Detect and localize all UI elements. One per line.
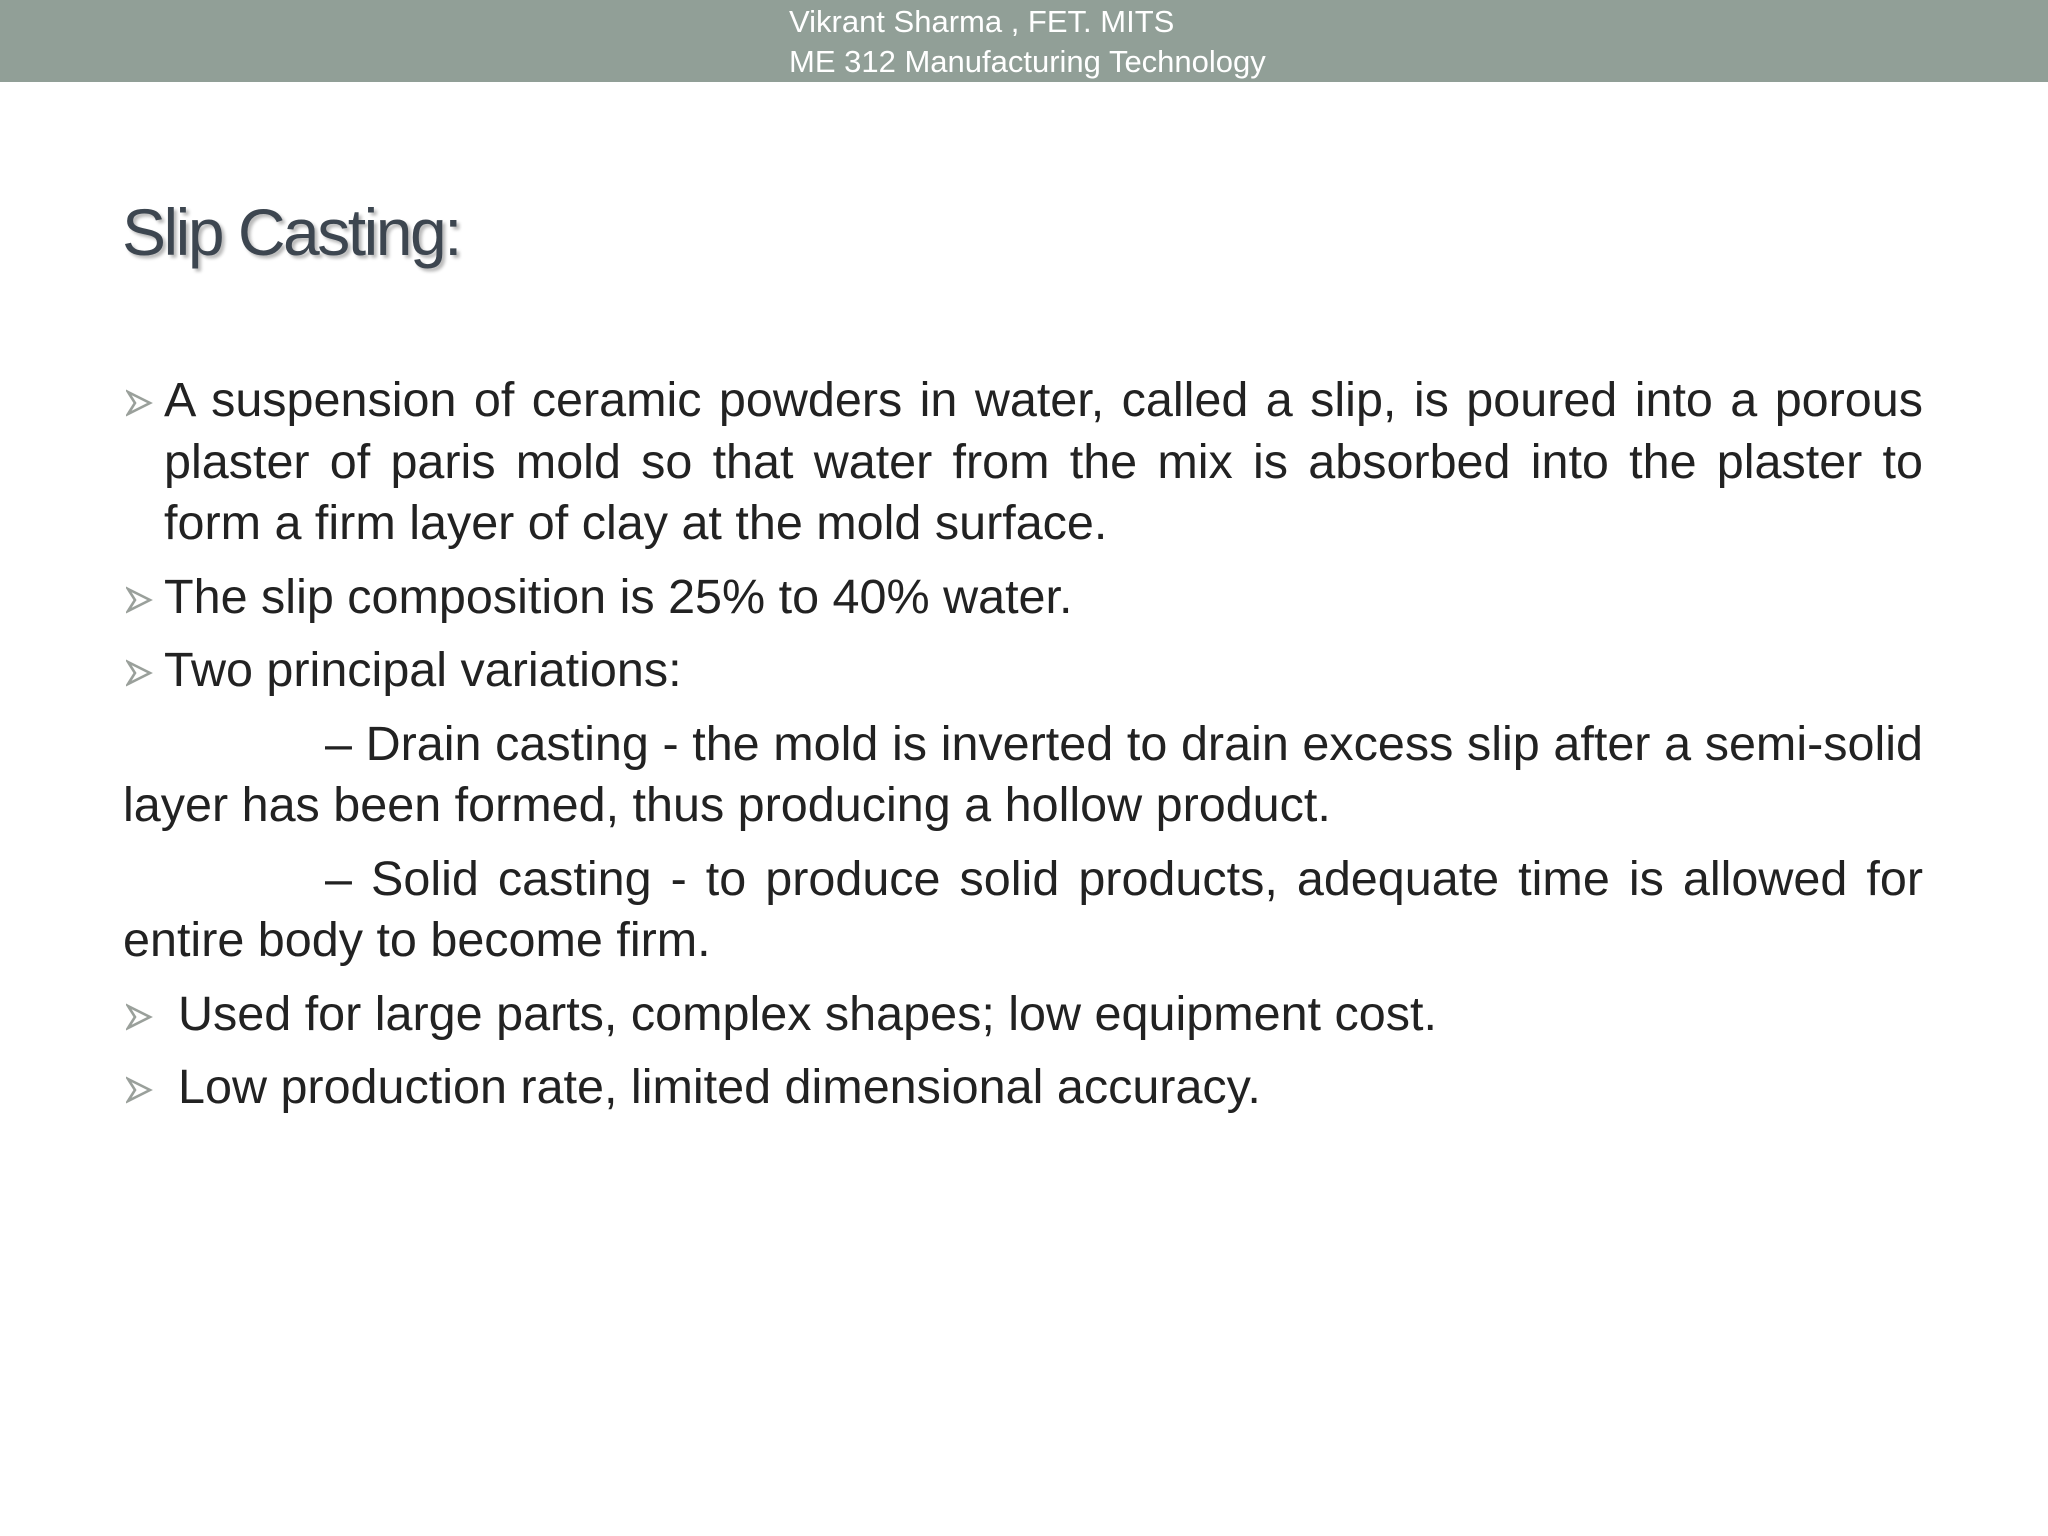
slide-title: Slip Casting: (122, 195, 461, 269)
bullet-item (123, 567, 1923, 629)
bullet-text: Two principal variations: (164, 643, 682, 697)
header-bar (0, 0, 2048, 82)
course-title: ME 312 Manufacturing Technology (789, 44, 1266, 79)
bullet-item (123, 640, 1923, 702)
bullet-text: The slip composition is 25% to 40% water. (164, 569, 1073, 624)
arrow-bullet-icon (126, 1003, 153, 1031)
arrow-bullet-icon (126, 659, 153, 687)
bullet-text: A suspension of ceramic powders in water, called a slip, is poured into a porous plaster of paris mold so that water from the mix is absorbed into the plaster to form a firm layer of clay at the mold surface. (164, 373, 1923, 550)
author-affiliation: Vikrant Sharma , FET. MITS (789, 4, 1175, 39)
sub-item-drain-casting: – Drain casting - the mold is inverted to drain excess slip after a semi-solid layer has been formed, thus producing a hollow product. (123, 716, 1923, 832)
bullet-item (123, 1057, 1923, 1119)
bullet-item (123, 370, 1923, 555)
bullet-item (123, 984, 1923, 1046)
bullet-text: Low production rate, limited dimensional accuracy. (178, 1060, 1261, 1114)
arrow-bullet-icon (126, 586, 153, 614)
bullet-text: Used for large parts, complex shapes; low equipment cost. (178, 986, 1437, 1041)
sub-item-solid-casting: – Solid casting - to produce solid products, adequate time is allowed for entire body to become firm. (123, 851, 1923, 967)
slide-content (123, 370, 1923, 1131)
arrow-bullet-icon (126, 1076, 153, 1104)
arrow-bullet-icon (126, 389, 153, 417)
